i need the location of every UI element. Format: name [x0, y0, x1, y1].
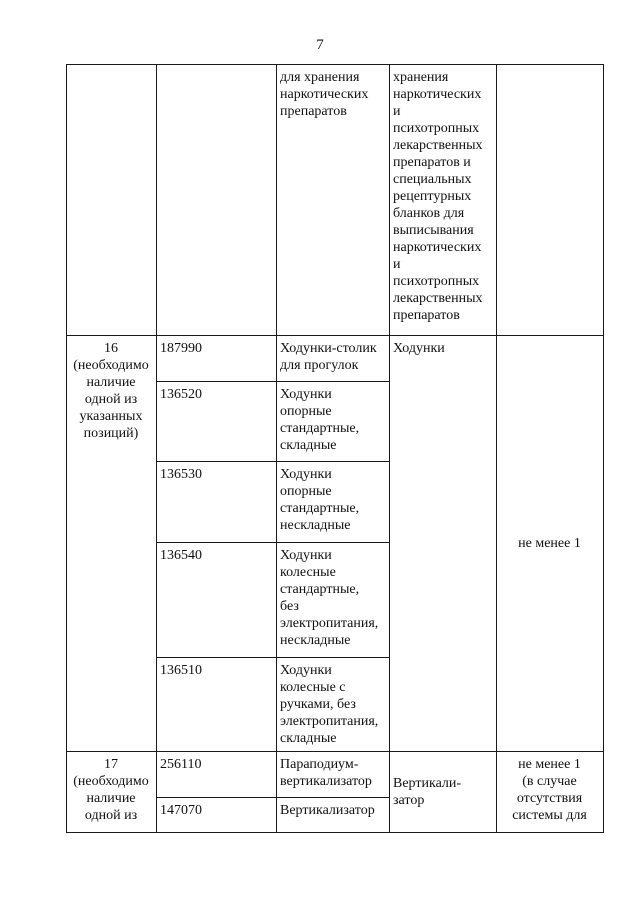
item-name: для хранения наркотических препаратов — [280, 70, 369, 119]
item-name: Ходунки опорные стандартные, нескладные — [280, 467, 360, 533]
item-code: 136530 — [160, 467, 202, 482]
code-cell — [157, 752, 277, 798]
item-code: 147070 — [160, 803, 202, 818]
group-name-cell — [390, 65, 497, 336]
group-name: Вертикали- затор — [393, 776, 462, 808]
code-cell — [157, 462, 277, 543]
page-number: 7 — [316, 37, 324, 53]
name-cell — [277, 462, 390, 543]
code-cell — [157, 543, 277, 658]
code-cell — [157, 382, 277, 462]
code-cell — [157, 798, 277, 833]
table-row — [67, 336, 604, 382]
quantity: не менее 1 (в случае отсутствия системы для — [512, 757, 587, 823]
quantity-cell — [497, 752, 604, 833]
name-cell — [277, 382, 390, 462]
name-cell — [277, 752, 390, 798]
item-code: 256110 — [160, 757, 202, 772]
group-name-cell — [390, 336, 497, 752]
quantity-cell — [497, 65, 604, 336]
item-code: 187990 — [160, 341, 202, 356]
group-name-cell — [390, 752, 497, 833]
group-name: Ходунки — [393, 341, 445, 356]
position-number: 16 (необходимо наличие одной из указанных позиций) — [73, 341, 149, 441]
item-name: Параподиум- вертикализатор — [280, 757, 372, 789]
item-code: 136520 — [160, 387, 202, 402]
position-number: 17 (необходимо наличие одной из — [73, 757, 149, 823]
equipment-table — [66, 64, 604, 833]
item-code: 136540 — [160, 548, 202, 563]
number-cell — [67, 752, 157, 833]
table-row-continuation — [67, 65, 604, 336]
name-cell — [277, 658, 390, 752]
quantity: не менее 1 — [518, 536, 581, 551]
item-name: Ходунки колесные с ручками, без электропитания, складные — [280, 663, 379, 746]
name-cell — [277, 336, 390, 382]
code-cell — [157, 336, 277, 382]
table-row — [67, 752, 604, 798]
name-cell — [277, 65, 390, 336]
item-name: Ходунки колесные стандартные, без электропитания, нескладные — [280, 548, 379, 648]
group-name: хранения наркотических и психотропных лекарственных препаратов и специальных рецептурных бланков для выписывания наркотических и психотропных лекарственных препаратов — [393, 70, 483, 323]
name-cell — [277, 798, 390, 833]
code-cell — [157, 65, 277, 336]
number-cell — [67, 65, 157, 336]
number-cell — [67, 336, 157, 752]
item-code: 136510 — [160, 663, 202, 678]
item-name: Вертикализатор — [280, 803, 375, 818]
code-cell — [157, 658, 277, 752]
item-name: Ходунки опорные стандартные, складные — [280, 387, 360, 453]
item-name: Ходунки-столик для прогулок — [280, 341, 377, 373]
name-cell — [277, 543, 390, 658]
quantity-cell — [497, 336, 604, 752]
